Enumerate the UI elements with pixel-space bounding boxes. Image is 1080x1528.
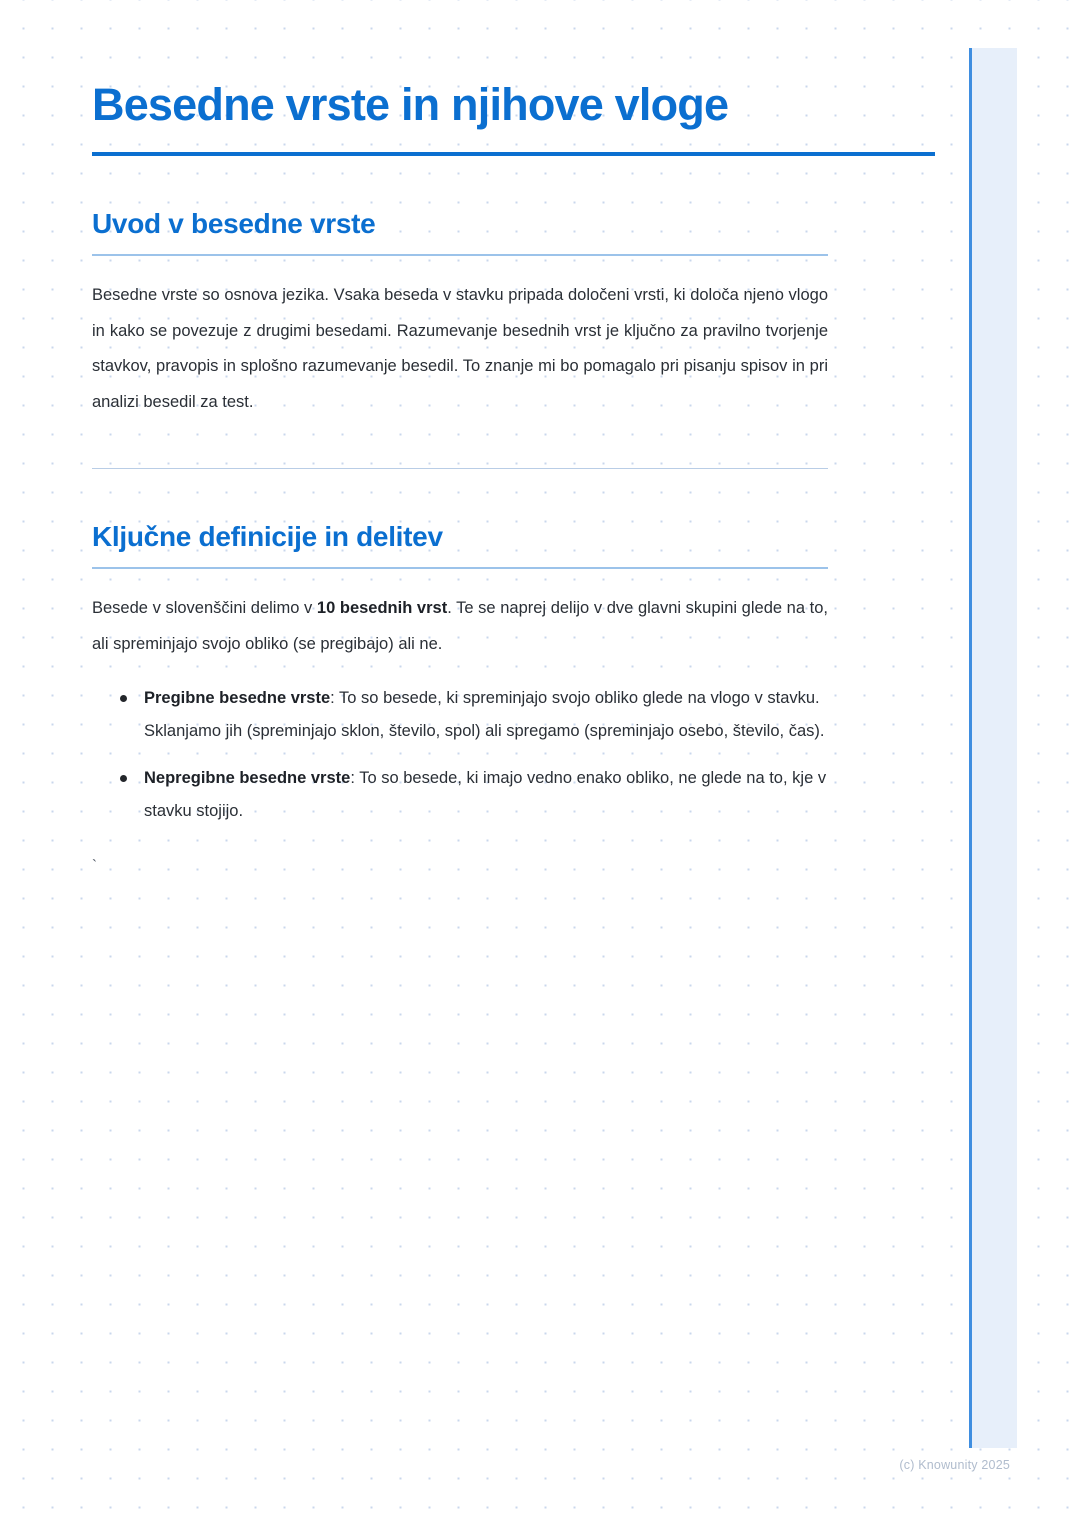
section-heading: Ključne definicije in delitev [92, 521, 443, 553]
section-paragraph: Besedne vrste so osnova jezika. Vsaka beseda v stavku pripada določeni vrsti, ki določa njeno vlogo in kako se povezuje z drugimi besedami. Razumevanje besednih vrst je ključno za pravilno tvorjenje stavkov, pravopis in splošno razumevanje besedil. To znanje mi bo pomagalo pri pisanju spisov in pri analizi besedil za test. [92, 286, 828, 411]
section-intro [92, 208, 828, 420]
list-item-term: Pregibne besedne vrste [144, 689, 331, 708]
intro-prefix: Besede v slovenščini delimo v [92, 599, 317, 618]
intro-suffix: . Te se naprej delijo v dve glavni skupini glede na to, ali spreminjajo svojo obliko (se pregibajo) ali ne. [92, 599, 828, 653]
list-item [130, 682, 828, 748]
definitions-list [92, 682, 828, 828]
section-heading: Uvod v besedne vrste [92, 208, 376, 240]
section-underline [92, 567, 828, 569]
page-title: Besedne vrste in njihove vloge [92, 79, 729, 130]
right-margin-strip [969, 48, 1017, 1448]
footer-credit: (c) Knowunity 2025 [899, 1458, 1010, 1472]
trailing-mark: ` [92, 857, 97, 875]
section-underline [92, 254, 828, 256]
section-paragraph [92, 591, 828, 662]
intro-bold-term: 10 besednih vrst [316, 599, 448, 618]
list-item [130, 762, 828, 828]
section-definitions [92, 521, 828, 873]
title-underline [92, 152, 935, 156]
list-item-term: Nepregibne besedne vrste [144, 769, 351, 788]
list-item-text: : To so besede, ki spreminjajo svojo obliko glede na vlogo v stavku. Sklanjamo jih (spreminjajo sklon, število, spol) ali spregamo (spreminjajo osebo, število, čas). [144, 689, 825, 741]
document-content [92, 80, 828, 873]
list-item-text: : To so besede, ki imajo vedno enako obliko, ne glede na to, kje v stavku stojijo. [144, 769, 827, 821]
section-divider [92, 468, 828, 469]
